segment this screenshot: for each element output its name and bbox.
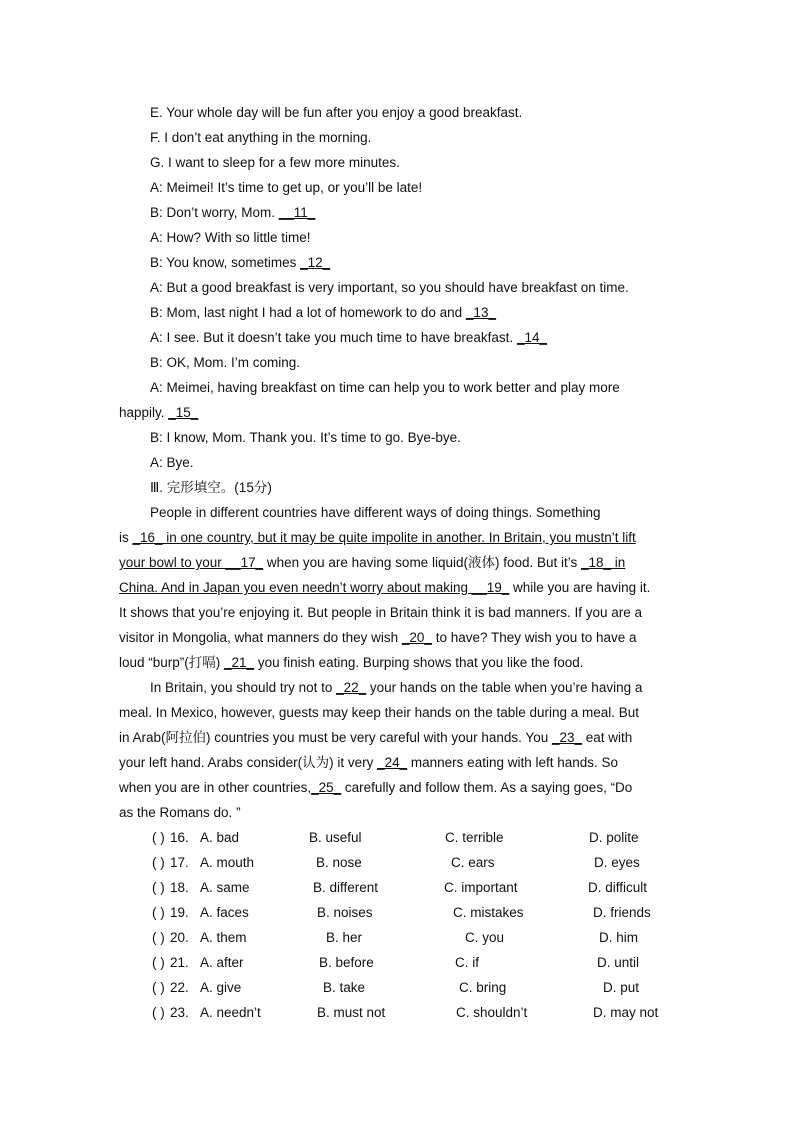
option-b: B. nose [316, 855, 362, 870]
passage-line: People in different countries have different ways of doing things. Something [150, 505, 601, 520]
question-row [0, 929, 794, 947]
passage-line: as the Romans do. ” [119, 805, 241, 820]
option-c: C. bring [459, 980, 507, 995]
option-a: A. bad [200, 830, 240, 845]
dialogue-line: A: Meimei! It’s time to get up, or you’ll be late! [150, 180, 423, 195]
blank-13: _13_ [465, 305, 496, 320]
passage-line: visitor in Mongolia, what manners do they wish _20_ to have? They wish you to have a [119, 630, 637, 645]
option-a: A. same [200, 880, 250, 895]
option-line: E. Your whole day will be fun after you enjoy a good breakfast. [150, 105, 523, 120]
dialogue-line: A: But a good breakfast is very important, so you should have breakfast on time. [150, 280, 629, 295]
dialogue-line: B: Mom, last night I had a lot of homework to do and _13_ [150, 305, 496, 320]
question-number: 23. [170, 1005, 189, 1020]
option-c: C. important [444, 880, 518, 895]
answer-paren[interactable]: ( ) [152, 980, 165, 995]
answer-paren[interactable]: ( ) [152, 955, 165, 970]
question-number: 20. [170, 930, 189, 945]
option-b: B. her [326, 930, 363, 945]
option-d: D. difficult [588, 880, 648, 895]
dialogue-line: B: OK, Mom. I’m coming. [150, 355, 301, 370]
option-d: D. until [597, 955, 640, 970]
option-line: F. I don’t eat anything in the morning. [150, 130, 372, 145]
passage-line: your left hand. Arabs consider(认为) it very _24_ manners eating with left hands. So [119, 755, 619, 770]
answer-paren[interactable]: ( ) [152, 930, 165, 945]
blank-12: _12_ [300, 255, 331, 270]
question-row [0, 1004, 794, 1022]
question-number: 18. [170, 880, 189, 895]
answer-paren[interactable]: ( ) [152, 880, 165, 895]
option-b: B. different [313, 880, 379, 895]
option-a: A. mouth [200, 855, 255, 870]
dialogue-line: A: I see. But it doesn’t take you much time to have breakfast. _14_ [150, 330, 547, 345]
option-d: D. may not [593, 1005, 659, 1020]
blank-11: __11_ [278, 205, 316, 220]
passage-line: when you are in other countries,_25_ carefully and follow them. As a saying goes, “Do [119, 780, 633, 795]
question-row [0, 979, 794, 997]
question-row [0, 829, 794, 847]
question-row [0, 854, 794, 872]
section-heading: Ⅲ. 完形填空。(15分) [150, 480, 272, 495]
option-b: B. must not [317, 1005, 386, 1020]
option-b: B. useful [309, 830, 362, 845]
passage-line: It shows that you’re enjoying it. But people in Britain think it is bad manners. If you are a [119, 605, 643, 620]
option-d: D. him [599, 930, 639, 945]
question-row [0, 904, 794, 922]
passage-line: your bowl to your __17_ when you are having some liquid(液体) food. But it’s _18_ in [119, 555, 626, 570]
passage-line: China. And in Japan you even needn’t worry about making __19_ while you are having it. [119, 580, 651, 595]
question-number: 22. [170, 980, 189, 995]
question-number: 19. [170, 905, 189, 920]
option-c: C. shouldn’t [456, 1005, 528, 1020]
option-d: D. put [603, 980, 640, 995]
dialogue-line: A: How? With so little time! [150, 230, 311, 245]
option-a: A. give [200, 980, 242, 995]
question-row [0, 879, 794, 897]
dialogue-line: B: Don’t worry, Mom. __11_ [150, 205, 316, 220]
passage-line: loud “burp”(打嗝) _21_ you finish eating. Burping shows that you like the food. [119, 655, 584, 670]
blank-15: _15_ [168, 405, 199, 420]
option-a: A. needn’t [200, 1005, 261, 1020]
dialogue-line: A: Bye. [150, 455, 194, 470]
answer-paren[interactable]: ( ) [152, 905, 165, 920]
dialogue-line: A: Meimei, having breakfast on time can help you to work better and play more [150, 380, 620, 395]
option-d: D. polite [589, 830, 639, 845]
answer-paren[interactable]: ( ) [152, 855, 165, 870]
answer-paren[interactable]: ( ) [152, 1005, 165, 1020]
dialogue-line: B: I know, Mom. Thank you. It’s time to go. Bye-bye. [150, 430, 461, 445]
option-c: C. ears [451, 855, 495, 870]
dialogue-line: B: You know, sometimes _12_ [150, 255, 331, 270]
option-a: A. faces [200, 905, 249, 920]
question-row [0, 954, 794, 972]
answer-paren[interactable]: ( ) [152, 830, 165, 845]
passage-line: In Britain, you should try not to _22_ your hands on the table when you’re having a [150, 680, 643, 695]
option-c: C. mistakes [453, 905, 524, 920]
option-d: D. eyes [594, 855, 640, 870]
option-b: B. before [319, 955, 374, 970]
dialogue-line: happily. _15_ [119, 405, 199, 420]
option-c: C. if [455, 955, 480, 970]
passage-line: meal. In Mexico, however, guests may keep their hands on the table during a meal. But [119, 705, 640, 720]
option-a: A. after [200, 955, 244, 970]
option-line: G. I want to sleep for a few more minutes. [150, 155, 400, 170]
option-c: C. terrible [445, 830, 504, 845]
option-a: A. them [200, 930, 247, 945]
question-number: 16. [170, 830, 189, 845]
passage-line: is _16_ in one country, but it may be quite impolite in another. In Britain, you mustn’t lift [119, 530, 636, 545]
option-b: B. take [323, 980, 366, 995]
option-c: C. you [465, 930, 505, 945]
option-d: D. friends [593, 905, 651, 920]
blank-14: _14_ [516, 330, 547, 345]
option-b: B. noises [317, 905, 373, 920]
question-number: 17. [170, 855, 189, 870]
question-number: 21. [170, 955, 189, 970]
passage-line: in Arab(阿拉伯) countries you must be very careful with your hands. You _23_ eat with [119, 730, 633, 745]
